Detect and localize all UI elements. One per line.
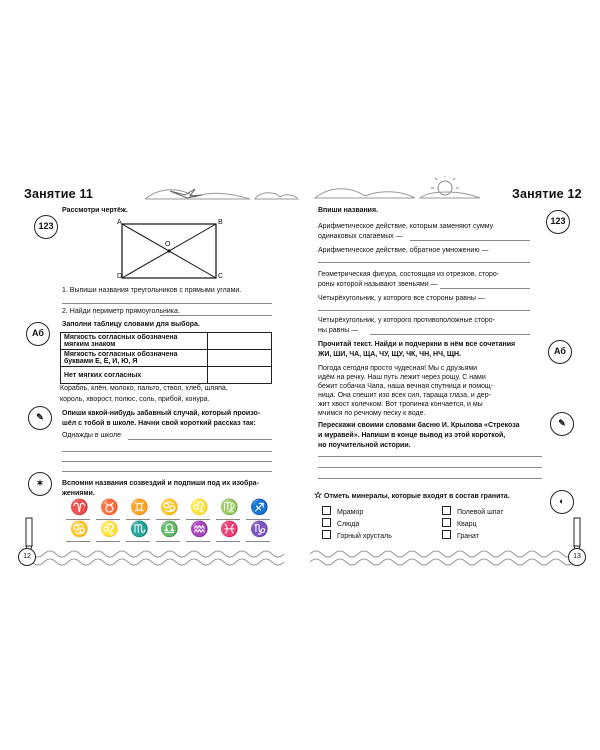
story-start: Однажды в школе xyxy=(62,432,122,439)
zodiac-taurus-icon: ♉ xyxy=(100,499,119,516)
mineral-option[interactable] xyxy=(442,506,504,517)
task-heading: Вспомни названия созвездий и подпиши под их изобра- xyxy=(62,480,259,487)
answer-line[interactable] xyxy=(156,541,180,542)
word-bank-line: король, хворост, полюс, соль, прибой, конура. xyxy=(60,396,210,403)
task-heading: и муравей». Напиши в конце вывод из этой короткой, xyxy=(318,432,506,439)
vertex-a: A xyxy=(117,219,122,226)
answer-line[interactable] xyxy=(62,461,272,462)
answer-line[interactable] xyxy=(62,451,272,452)
page-number: 13 xyxy=(573,553,581,560)
page-title: Занятие 11 xyxy=(24,187,94,201)
answer-line[interactable] xyxy=(318,310,530,311)
table-row-label: Нет мягких согласных xyxy=(61,367,208,384)
text-line: мчимся по речному песку к воде. xyxy=(318,410,426,417)
vertex-o: O xyxy=(165,241,171,248)
answer-line[interactable] xyxy=(186,541,210,542)
answer-line[interactable] xyxy=(318,262,530,263)
zodiac-cancer-icon: ♋ xyxy=(160,499,179,516)
page-number: 12 xyxy=(23,553,31,560)
task-heading: но поучительной истории. xyxy=(318,442,411,449)
answer-line[interactable] xyxy=(62,471,272,472)
question-2: 2. Найди периметр прямоугольника. xyxy=(62,308,180,315)
table-cell[interactable] xyxy=(208,333,272,350)
answer-line[interactable] xyxy=(410,240,530,241)
question-2: Арифметическое действие, обратное умножению — xyxy=(318,247,489,254)
mineral-label: Мрамор xyxy=(337,509,364,516)
planet-icon: ◐ xyxy=(550,490,574,514)
word-bank-line: Корабль, клён, молоко, пальто, ствол, хлеб, шляпа, xyxy=(60,385,228,392)
table-cell[interactable] xyxy=(208,350,272,367)
math-icon: 123 xyxy=(546,210,570,234)
mineral-option[interactable] xyxy=(442,530,479,541)
text-line: Погода сегодня просто чудесная! Мы с друзьями xyxy=(318,365,478,372)
mineral-label: Слюда xyxy=(337,521,360,528)
answer-line[interactable] xyxy=(246,541,270,542)
question-1: одинаковых слагаемых — xyxy=(318,233,403,240)
mineral-label: Гранат xyxy=(457,533,479,540)
zodiac-leo-icon: ♌ xyxy=(190,499,209,516)
zodiac-leo-icon: ♌ xyxy=(100,521,119,538)
mineral-label: Горный хрусталь xyxy=(337,533,392,540)
table-row-label: Мягкость согласных обозначена буквами Е, Ё, И, Ю, Я xyxy=(61,350,208,367)
task-heading: Перескажи своими словами басню И. Крылова «Стрекоза xyxy=(318,422,520,429)
question-1: 1. Выпиши названия треугольников с прямыми углами. xyxy=(62,287,242,294)
task-heading xyxy=(314,491,510,501)
constellation-icon: ✶ xyxy=(28,472,52,496)
answer-line[interactable] xyxy=(440,288,530,289)
math-icon: 123 xyxy=(34,215,58,239)
checkbox[interactable] xyxy=(442,530,451,539)
question-1: Арифметическое действие, которым заменяют сумму xyxy=(318,223,494,230)
task-heading: Прочитай текст. Найди и подчеркни в нём все сочетания xyxy=(318,341,516,348)
zodiac-capricorn-icon: ♑ xyxy=(250,521,269,538)
zodiac-sagittarius-icon: ♐ xyxy=(250,499,269,516)
fill-table xyxy=(60,332,272,384)
text-line: ница. Она спешит изо всех сил, тараща глаза, и дер- xyxy=(318,392,491,399)
page-number-circle xyxy=(18,548,36,566)
task-heading: Впиши названия. xyxy=(318,207,379,214)
checkbox[interactable] xyxy=(442,506,451,515)
answer-line[interactable] xyxy=(216,541,240,542)
task-heading: Опиши какой-нибудь забавный случай, который произо- xyxy=(62,410,261,417)
question-3: Геометрическая фигура, состоящая из отрезков, сторо- xyxy=(318,271,500,278)
mineral-option[interactable] xyxy=(322,530,392,541)
table-row-label: Мягкость согласных обозначена мягким знаком xyxy=(61,333,208,350)
answer-line[interactable] xyxy=(128,439,272,440)
answer-line[interactable] xyxy=(126,541,150,542)
letters-icon: Аб xyxy=(548,340,572,364)
text-line: идём на речку. Наш путь лежит через рощу. С нами xyxy=(318,374,486,381)
page-number-circle xyxy=(568,548,586,566)
vertex-d: D xyxy=(117,273,123,280)
answer-line[interactable] xyxy=(66,541,90,542)
mineral-option[interactable] xyxy=(322,506,363,517)
star-icon: ☆ xyxy=(314,490,323,500)
answer-line[interactable] xyxy=(370,334,530,335)
question-4: Четырёхугольник, у которого все стороны равны — xyxy=(318,295,485,302)
zodiac-virgo-icon: ♍ xyxy=(220,499,239,516)
zodiac-cancer-icon: ♋ xyxy=(70,521,89,538)
zodiac-row xyxy=(70,520,270,540)
answer-line[interactable] xyxy=(318,467,542,468)
zodiac-aries-icon: ♈ xyxy=(70,499,89,516)
text-line: бежит собачка Чапа, наша вечная спутница и помощ- xyxy=(318,383,493,390)
answer-line[interactable] xyxy=(62,303,272,304)
letters-icon: Аб xyxy=(26,322,50,346)
notebook-icon: ✎ xyxy=(550,412,574,436)
zodiac-aquarius-icon: ♒ xyxy=(190,521,209,538)
mineral-label: Кварц xyxy=(457,521,477,528)
checkbox[interactable] xyxy=(322,518,331,527)
right-page xyxy=(300,0,600,750)
task-heading: Заполни таблицу словами для выбора. xyxy=(62,321,200,328)
zodiac-row xyxy=(70,498,270,518)
question-5: ны равны — xyxy=(318,327,359,334)
vertex-b: B xyxy=(218,219,223,226)
table-cell[interactable] xyxy=(208,367,272,384)
mineral-option[interactable] xyxy=(442,518,477,529)
wave-decoration xyxy=(310,548,580,570)
zodiac-libra-icon: ♎ xyxy=(160,521,179,538)
mineral-option[interactable] xyxy=(322,518,359,529)
checkbox[interactable] xyxy=(322,530,331,539)
zodiac-scorpio-icon: ♏ xyxy=(130,521,149,538)
wave-decoration xyxy=(20,548,290,570)
page-title: Занятие 12 xyxy=(512,187,582,201)
mineral-label: Полевой шпат xyxy=(457,509,504,516)
task-heading: Рассмотри чертёж. xyxy=(62,207,128,214)
checkbox[interactable] xyxy=(442,518,451,527)
task-heading: жениями. xyxy=(62,490,95,497)
sun-clouds-decoration xyxy=(310,176,490,202)
rectangle-diagram xyxy=(112,216,232,282)
vertex-c: C xyxy=(218,273,224,280)
task-heading-text: Отметь минералы, которые входят в состав гранита. xyxy=(324,493,510,500)
answer-line[interactable] xyxy=(160,315,272,316)
reading-text xyxy=(318,364,543,418)
bird-clouds-decoration xyxy=(140,183,300,205)
answer-line[interactable] xyxy=(318,478,542,479)
text-line: жит хвост колечком. Вот тропинка кончается, и мы xyxy=(318,401,483,408)
question-3: роны которой называют звеньями — xyxy=(318,281,438,288)
checkbox[interactable] xyxy=(322,506,331,515)
zodiac-gemini-icon: ♊ xyxy=(130,499,149,516)
task-heading: ЖИ, ШИ, ЧА, ЩА, ЧУ, ЩУ, ЧК, ЧН, НЧ, ЩН. xyxy=(318,351,462,358)
zodiac-pisces-icon: ♓ xyxy=(220,521,239,538)
notebook-icon: ✎ xyxy=(28,406,52,430)
answer-line[interactable] xyxy=(318,456,542,457)
question-5: Четырёхугольник, у которого противоположные сторо- xyxy=(318,317,495,324)
task-heading: шёл с тобой в школе. Начни свой короткий рассказ так: xyxy=(62,420,256,427)
answer-line[interactable] xyxy=(96,541,120,542)
